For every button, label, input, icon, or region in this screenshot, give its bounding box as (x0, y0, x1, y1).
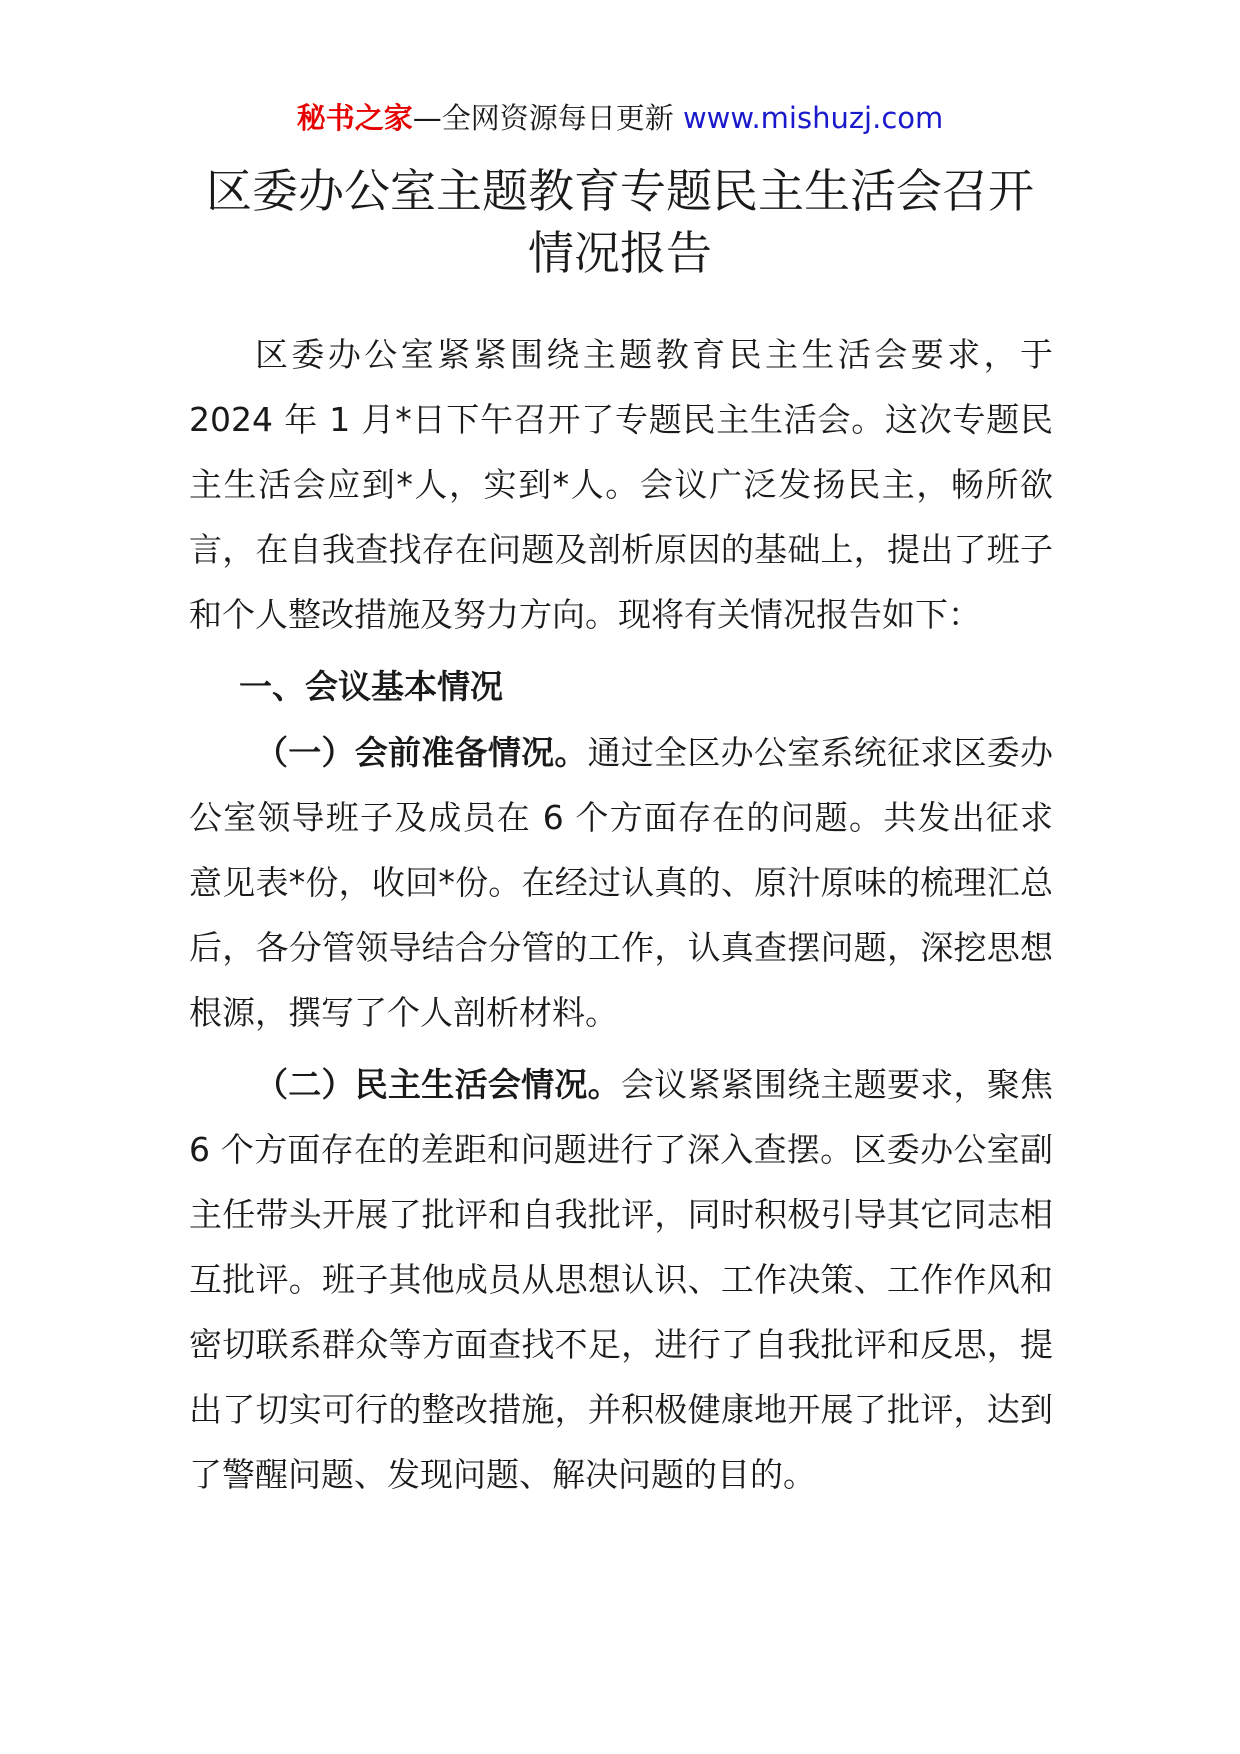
paragraph-lead: （一）会前准备情况。 (255, 733, 588, 772)
title-line-2: 情况报告 (528, 226, 712, 280)
paragraph-lead: （二）民主生活会情况。 (255, 1065, 621, 1104)
section-heading: 一、会议基本情况 (239, 667, 503, 706)
site-header (0, 98, 1240, 138)
paragraph-text: 会议紧紧围绕主题要求，聚焦 6 个方面存在的差距和问题进行了深入查摆。区委办公室副主任带头开展了批评和自我批评，同时积极引导其它同志相互批评。班子其他成员从思想认识、工作决策、工作作风和密切联系群众等方面查找不足，进行了自我批评和反思，提出了切实可行的整改措施，并积极健康地开展了批评，达到了警醒问题、发现问题、解决问题的目的。 (189, 1065, 1054, 1494)
paragraph-preparation (189, 720, 1053, 1045)
intro-paragraph: 区委办公室紧紧围绕主题教育民主生活会要求，于2024 年 1 月*日下午召开了专题民主生活会。这次专题民主生活会应到*人，实到*人。会议广泛发扬民主，畅所欲言，在自我查找存在问题及剖析原因的基础上，提出了班子和个人整改措施及努力方向。现将有关情况报告如下： (189, 335, 1053, 634)
title-line-1: 区委办公室主题教育专题民主生活会召开 (206, 164, 1034, 218)
header-slogan: —全网资源每日更新 (412, 101, 674, 135)
brand-name: 秘书之家 (296, 101, 413, 135)
site-url-link[interactable]: www.mishuzj.com (682, 101, 944, 135)
document-title (180, 160, 1060, 284)
paragraph-text: 通过全区办公室系统征求区委办公室领导班子及成员在 6 个方面存在的问题。共发出征求意见表*份，收回*份。在经过认真的、原汁原味的梳理汇总后，各分管领导结合分管的工作，认真查摆问题，深挖思想根源，撰写了个人剖析材料。 (189, 733, 1054, 1032)
paragraph-meeting (189, 1052, 1053, 1507)
